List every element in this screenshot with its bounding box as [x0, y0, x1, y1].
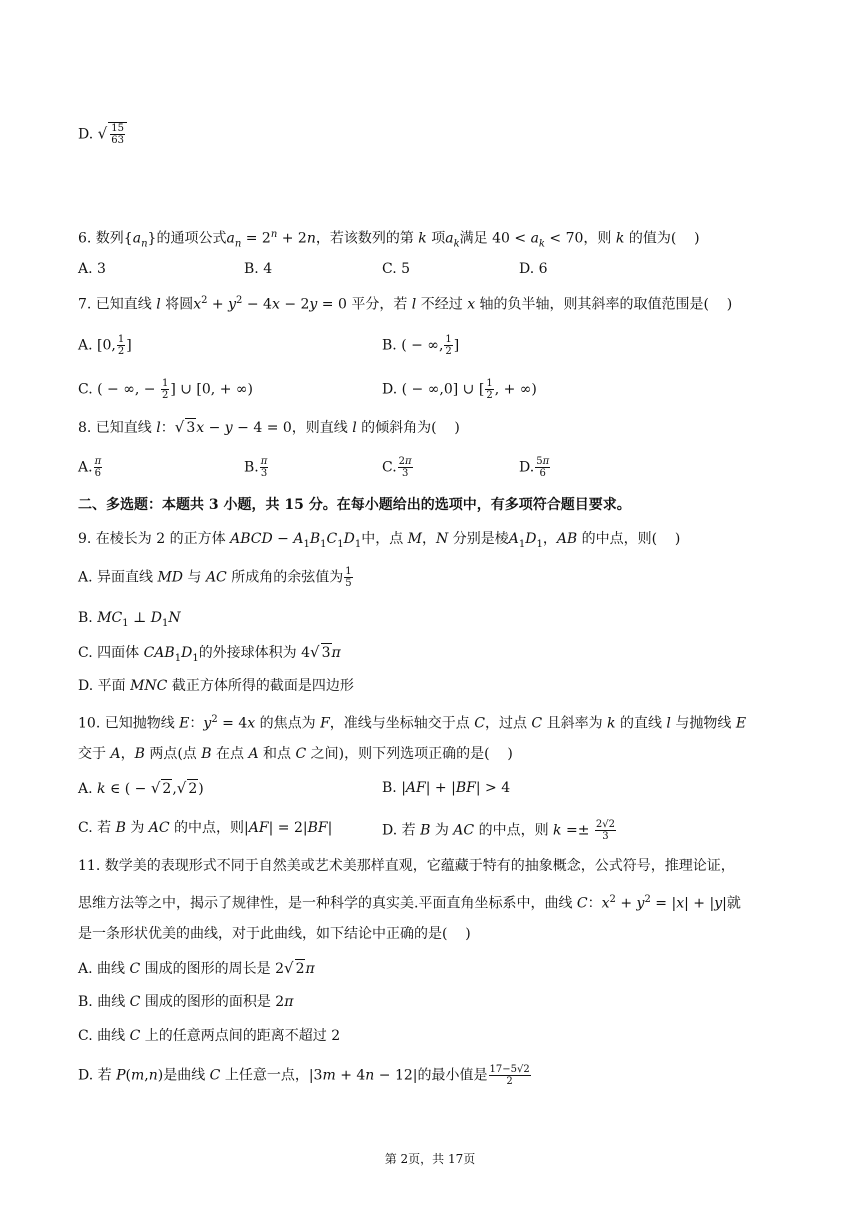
q11-option-c: C. 曲线 C 上的任意两点间的距离不超过 2 [78, 1028, 341, 1044]
question-10: 10. 已知抛物线 E：$y^2 = 4x$ 的焦点为 F，准线与坐标轴交于点 C，过点 C 且斜率为 k 的直线 l 与抛物线 E [78, 714, 747, 732]
section-2-heading: 二、多选题：本题共 3 小题，共 15 分。在每小题给出的选项中，有多项符合题目要求。 [78, 497, 631, 513]
q7-option-d: D. ( − ∞,0] ∪ [ $\frac{1}{2}$ , + ∞) [382, 378, 537, 401]
question-8: 8. 已知直线 l：√ 3x − y − 4 = 0，则直线 l 的倾斜角为( ) [78, 418, 460, 436]
question-9: 9. 在棱长为 2 的正方体 ABCD − $A_1B_1C_1D_1$中，点 M，N 分别是棱$A_1D_1$，AB 的中点，则( ) [78, 531, 681, 550]
q10-option-d: D. 若 B 为 AC 的中点，则 k =± $\frac{2√2}{3}$ [382, 819, 615, 842]
q6-option-d: D. 6 [519, 261, 548, 277]
q8-option-c: C. $\frac{2\pi}{3}$ [382, 456, 412, 479]
q7-option-a: A. [0, $\frac{1}{2}$ ] [78, 334, 132, 357]
q7-option-c: C. ( − ∞, − $\frac{1}{2}$ ] ∪ [0, + ∞) [78, 378, 254, 401]
q10-option-c: C. 若 B 为 AC 的中点，则|AF| = 2|BF| [78, 820, 333, 836]
q9-option-c: C. 四面体 $CAB_1D_1$的外接球体积为 4√ 3π [78, 643, 341, 664]
question-7: 7. 已知直线 l 将圆$x^2 + y^2 - 4x - 2y = 0$ 平分，若 l 不经过 x 轴的负半轴，则其斜率的取值范围是( ) [78, 295, 733, 313]
q11-option-b: B. 曲线 C 围成的图形的面积是 2π [78, 994, 294, 1010]
q8-option-a: A. $\frac{\pi}{6}$ [78, 456, 102, 479]
q9-option-b: B. $MC_1$ ⊥ $D_1N$ [78, 610, 181, 629]
q7-option-b: B. ( − ∞, $\frac{1}{2}$ ] [382, 334, 460, 357]
q6-option-c: C. 5 [382, 261, 411, 277]
q10-option-a: A. k ∈ ( − √ 2,√ 2) [78, 779, 204, 797]
q9-option-d: D. 平面 MNC 截正方体所得的截面是四边形 [78, 678, 354, 694]
q11-option-d: D. 若 P(m,n)是曲线 C 上任意一点，|3m + 4n − 12|的最小值是 $\frac{17-5√2}{2}$ [78, 1064, 530, 1087]
question-11-cont-2: 是一条形状优美的曲线，对于此曲线，如下结论中正确的是( ) [78, 926, 471, 942]
q6-option-a: A. 3 [78, 261, 106, 277]
question-6: 6. 数列$\{a_n\}$的通项公式$a_n = 2^n + 2n$，若该数列的第 k 项$a_k$满足 $40 < a_k < 70$，则 k 的值为( ) [78, 229, 700, 250]
question-10-cont: 交于 A，B 两点(点 B 在点 A 和点 C 之间)，则下列选项正确的是( ) [78, 746, 513, 762]
q8-option-d: D. $\frac{5\pi}{6}$ [519, 456, 550, 479]
q6-option-b: B. 4 [244, 261, 273, 277]
q8-option-b: B. $\frac{\pi}{3}$ [244, 456, 268, 479]
question-11-cont-1: 思维方法等之中，揭示了规律性，是一种科学的真实美.平面直角坐标系中，曲线 C：$x^2 + y^2 = |x| + |y|$就 [78, 894, 741, 912]
question-11: 11. 数学美的表现形式不同于自然美或艺术美那样直观，它蕴藏于特有的抽象概念，公式符号，推理论证， [78, 858, 735, 874]
q11-option-a: A. 曲线 C 围成的图形的周长是 2√ 2π [78, 959, 315, 977]
q10-option-b: B. |AF| + |BF| > 4 [382, 780, 511, 796]
q5-option-d: D. √ $\frac{15}{63}$ [78, 122, 127, 146]
q9-option-a: A. 异面直线 MD 与 AC 所成角的余弦值为 $\frac{1}{5}$ [78, 566, 352, 589]
page-footer: 第 2页，共 17页 [384, 1152, 476, 1166]
